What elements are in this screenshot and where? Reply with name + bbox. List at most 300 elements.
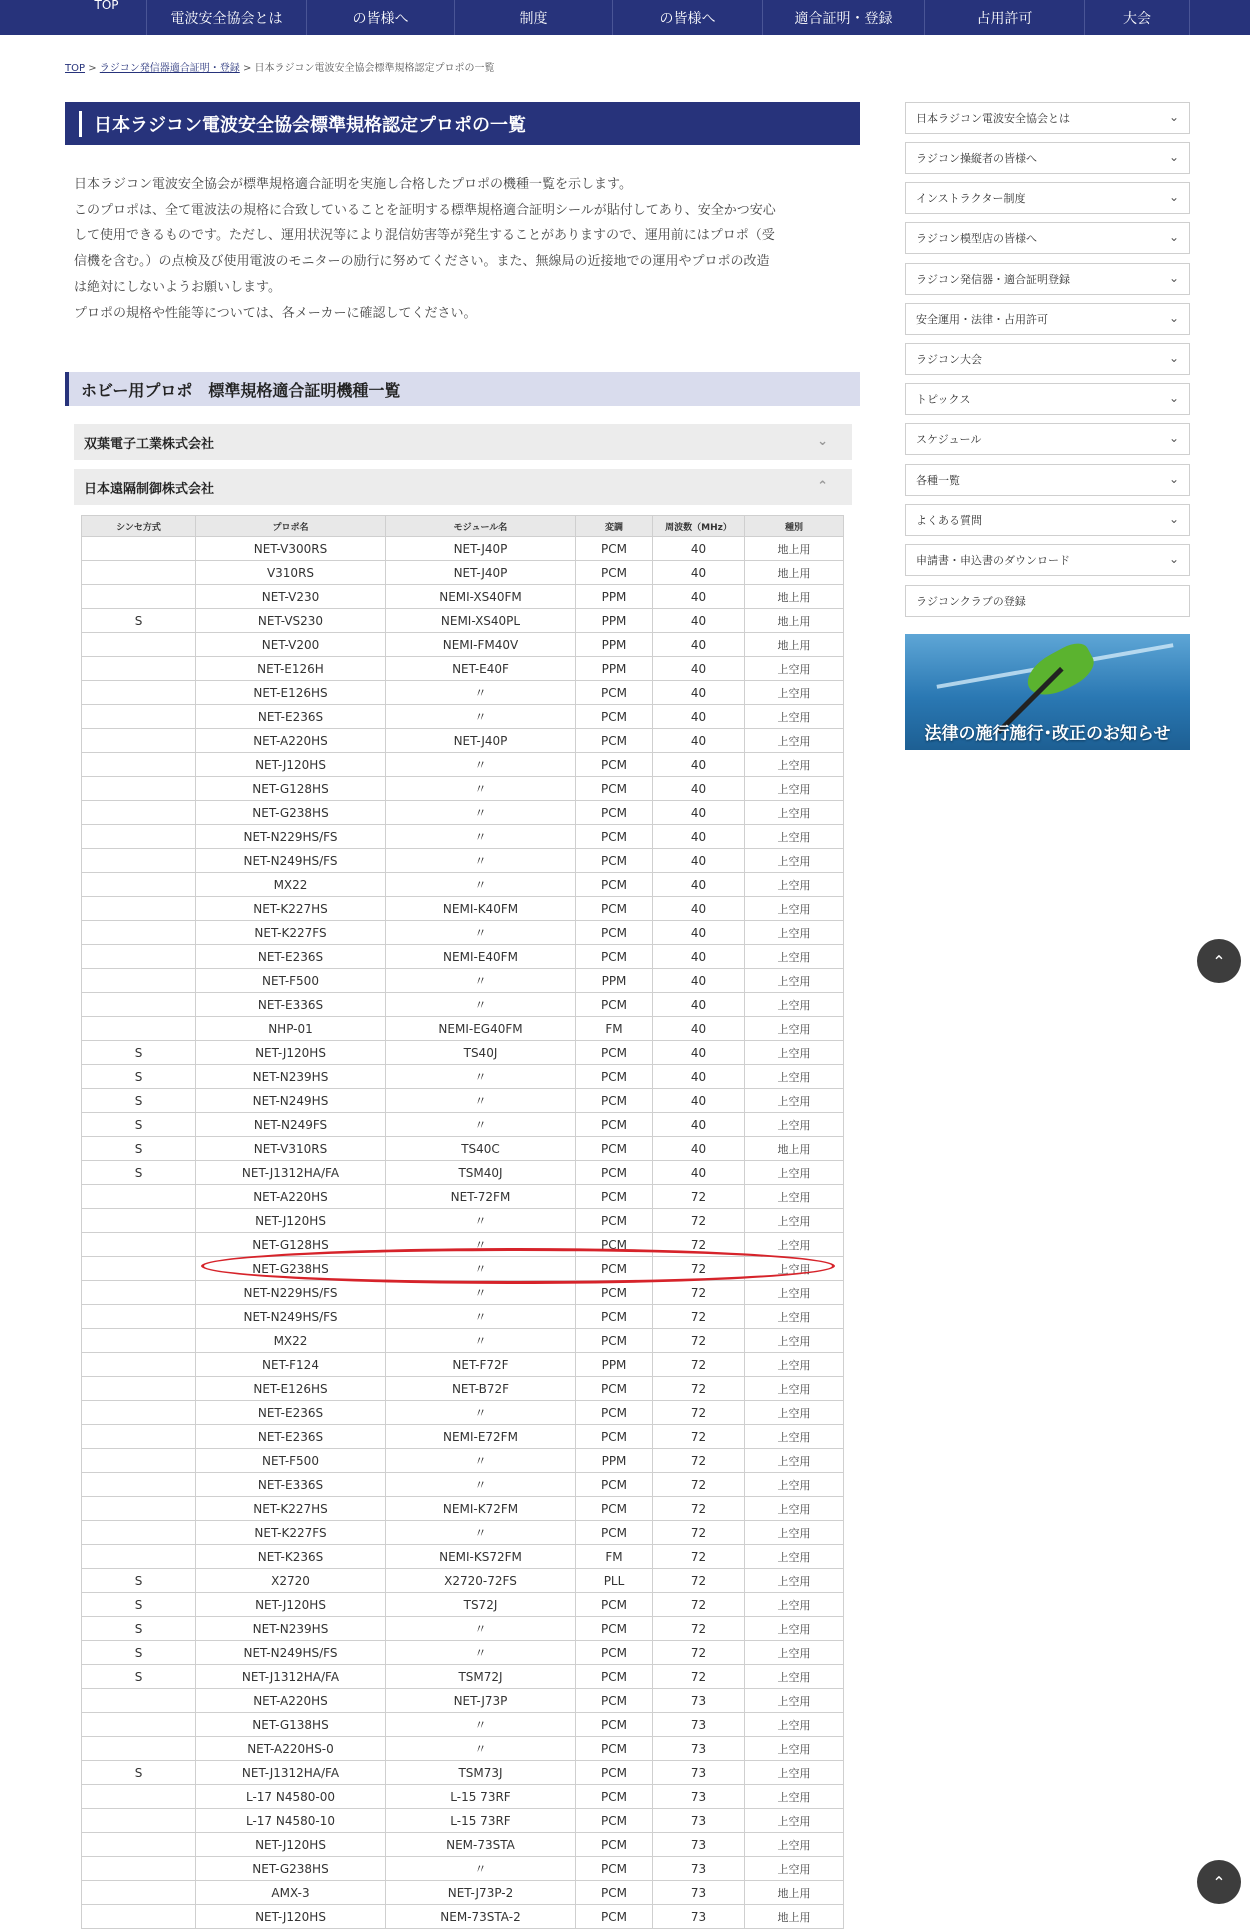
breadcrumb-parent-link[interactable]: ラジコン発信器適合証明・登録 <box>99 63 240 74</box>
modulation-cell: PCM <box>576 1521 653 1545</box>
module-name-cell: 〃 <box>386 1737 576 1761</box>
column-header-modulation: 変調 <box>576 516 653 537</box>
type-cell: 上空用 <box>745 969 844 993</box>
synth-cell: S <box>82 1065 196 1089</box>
synth-cell <box>82 1857 196 1881</box>
type-cell: 地上用 <box>745 1881 844 1905</box>
modulation-cell: PCM <box>576 1881 653 1905</box>
module-name-cell: NET-B72F <box>386 1377 576 1401</box>
table-row <box>82 1881 844 1905</box>
chevron-down-icon: ⌄ <box>1168 271 1179 285</box>
chevron-down-icon: ⌄ <box>1168 351 1179 365</box>
breadcrumb-current: 日本ラジコン電波安全協会標準規格認定プロポの一覧 <box>254 63 495 74</box>
sidebar-item[interactable] <box>905 464 1190 496</box>
module-name-cell: 〃 <box>386 1281 576 1305</box>
synth-cell: S <box>82 1041 196 1065</box>
type-cell: 上空用 <box>745 1305 844 1329</box>
type-cell: 上空用 <box>745 993 844 1017</box>
propo-name-cell: NET-N229HS/FS <box>196 825 386 849</box>
table-row <box>82 1425 844 1449</box>
modulation-cell: PPM <box>576 657 653 681</box>
intro-line: このプロポは、全て電波法の規格に合致していることを証明する標準規格適合証明シールが貼付してあり、安全かつ安心 <box>74 202 776 218</box>
propo-name-cell: NET-K227FS <box>196 921 386 945</box>
type-cell: 上空用 <box>745 1689 844 1713</box>
module-name-cell: 〃 <box>386 1329 576 1353</box>
synth-cell <box>82 633 196 657</box>
frequency-cell: 40 <box>653 561 745 585</box>
sidebar-item-label: スケジュール <box>916 433 982 446</box>
synth-cell: S <box>82 1569 196 1593</box>
module-name-cell: 〃 <box>386 1641 576 1665</box>
modulation-cell: PCM <box>576 921 653 945</box>
modulation-cell: FM <box>576 1017 653 1041</box>
synth-cell <box>82 825 196 849</box>
table-row <box>82 1401 844 1425</box>
frequency-cell: 72 <box>653 1233 745 1257</box>
propo-name-cell: NET-G238HS <box>196 801 386 825</box>
module-name-cell: 〃 <box>386 1857 576 1881</box>
propo-name-cell: AMX-3 <box>196 1881 386 1905</box>
frequency-cell: 72 <box>653 1449 745 1473</box>
propo-name-cell: NET-N249HS <box>196 1089 386 1113</box>
type-cell: 上空用 <box>745 657 844 681</box>
sidebar-item-label: ラジコン操縦者の皆様へ <box>916 152 1037 165</box>
modulation-cell: PCM <box>576 1233 653 1257</box>
frequency-cell: 40 <box>653 705 745 729</box>
module-name-cell: 〃 <box>386 993 576 1017</box>
module-name-cell: 〃 <box>386 921 576 945</box>
module-name-cell: NEMI-E72FM <box>386 1425 576 1449</box>
frequency-cell: 72 <box>653 1569 745 1593</box>
nav-item-about[interactable]: 電波安全協会とは <box>147 0 307 35</box>
module-name-cell: TS40C <box>386 1137 576 1161</box>
type-cell: 上空用 <box>745 1809 844 1833</box>
propo-name-cell: NET-K227FS <box>196 1521 386 1545</box>
modulation-cell: PCM <box>576 681 653 705</box>
table-row <box>82 633 844 657</box>
propo-name-cell: NET-J1312HA/FA <box>196 1761 386 1785</box>
frequency-cell: 73 <box>653 1857 745 1881</box>
type-cell: 上空用 <box>745 1857 844 1881</box>
chevron-down-icon: ⌄ <box>1168 391 1179 405</box>
modulation-cell: PPM <box>576 969 653 993</box>
frequency-cell: 72 <box>653 1377 745 1401</box>
propo-name-cell: NET-J120HS <box>196 1833 386 1857</box>
type-cell: 地上用 <box>745 537 844 561</box>
chevron-down-icon: ⌄ <box>1168 472 1179 486</box>
type-cell: 上空用 <box>745 1185 844 1209</box>
title-accent-bar <box>79 111 82 137</box>
modulation-cell: PCM <box>576 537 653 561</box>
intro-line: して使用できるものです。ただし、運用状況等により混信妨害等が発生することがありますので、運用前にはプロポ（受 <box>74 228 775 244</box>
table-row <box>82 1305 844 1329</box>
synth-cell <box>82 657 196 681</box>
sidebar-item[interactable] <box>905 423 1190 455</box>
frequency-cell: 40 <box>653 1161 745 1185</box>
table-row <box>82 777 844 801</box>
module-name-cell: 〃 <box>386 1209 576 1233</box>
frequency-cell: 40 <box>653 1137 745 1161</box>
propo-name-cell: NET-E126HS <box>196 1377 386 1401</box>
frequency-cell: 72 <box>653 1329 745 1353</box>
modulation-cell: PCM <box>576 1641 653 1665</box>
modulation-cell: PCM <box>576 1617 653 1641</box>
sidebar-item-label: 申請書・申込書のダウンロード <box>916 554 1070 567</box>
propo-name-cell: NET-J120HS <box>196 1905 386 1929</box>
synth-cell <box>82 1521 196 1545</box>
frequency-cell: 40 <box>653 657 745 681</box>
table-row <box>82 1785 844 1809</box>
module-name-cell: 〃 <box>386 801 576 825</box>
modulation-cell: PCM <box>576 1041 653 1065</box>
sidebar-item-label: インストラクター制度 <box>916 192 1026 205</box>
type-cell: 上空用 <box>745 945 844 969</box>
frequency-cell: 72 <box>653 1593 745 1617</box>
table-row <box>82 897 844 921</box>
module-name-cell: NEMI-E40FM <box>386 945 576 969</box>
frequency-cell: 40 <box>653 753 745 777</box>
modulation-cell: PCM <box>576 1425 653 1449</box>
synth-cell <box>82 681 196 705</box>
modulation-cell: PCM <box>576 1137 653 1161</box>
modulation-cell: PCM <box>576 1665 653 1689</box>
module-name-cell: 〃 <box>386 1617 576 1641</box>
frequency-cell: 40 <box>653 897 745 921</box>
synth-cell <box>82 1449 196 1473</box>
chevron-up-icon: ⌃ <box>1212 1872 1226 1892</box>
propo-name-cell: NET-K236S <box>196 1545 386 1569</box>
propo-name-cell: NET-G128HS <box>196 777 386 801</box>
modulation-cell: PCM <box>576 1305 653 1329</box>
propo-name-cell: NET-N249HS/FS <box>196 1641 386 1665</box>
propo-name-cell: NET-J1312HA/FA <box>196 1665 386 1689</box>
table-row <box>82 1065 844 1089</box>
module-name-cell: 〃 <box>386 1449 576 1473</box>
table-row <box>82 1185 844 1209</box>
column-header-frequency: 周波数（MHz） <box>653 516 745 537</box>
chevron-down-icon: ⌄ <box>1168 552 1179 566</box>
nav-item-top[interactable]: TOP <box>67 0 147 35</box>
modulation-cell: PCM <box>576 993 653 1017</box>
table-row <box>82 969 844 993</box>
sidebar-item[interactable] <box>905 263 1190 295</box>
propo-name-cell: NET-N239HS <box>196 1617 386 1641</box>
module-name-cell: NET-J40P <box>386 729 576 753</box>
modulation-cell: PCM <box>576 1833 653 1857</box>
synth-cell <box>82 1281 196 1305</box>
type-cell: 上空用 <box>745 1569 844 1593</box>
modulation-cell: PCM <box>576 1737 653 1761</box>
nav-item-shops[interactable]: の皆様へ <box>613 0 763 35</box>
module-name-cell: 〃 <box>386 849 576 873</box>
synth-cell <box>82 1233 196 1257</box>
scroll-to-top-button[interactable] <box>1197 1860 1241 1904</box>
accordion-futaba[interactable] <box>74 424 852 460</box>
table-row <box>82 849 844 873</box>
column-header-synth: シンセ方式 <box>82 516 196 537</box>
nav-item-occupancy[interactable]: 占用許可 <box>925 0 1085 35</box>
sidebar-item-label: 日本ラジコン電波安全協会とは <box>916 112 1070 125</box>
type-cell: 上空用 <box>745 1257 844 1281</box>
propo-name-cell: NET-E126HS <box>196 681 386 705</box>
frequency-cell: 40 <box>653 993 745 1017</box>
synth-cell <box>82 1017 196 1041</box>
frequency-cell: 40 <box>653 729 745 753</box>
propo-name-cell: NET-J120HS <box>196 1041 386 1065</box>
table-row <box>82 1521 844 1545</box>
table-row <box>82 1665 844 1689</box>
chevron-down-icon: ⌄ <box>817 434 828 449</box>
frequency-cell: 73 <box>653 1905 745 1929</box>
frequency-cell: 40 <box>653 777 745 801</box>
modulation-cell: PCM <box>576 1857 653 1881</box>
synth-cell: S <box>82 1113 196 1137</box>
sidebar-item[interactable] <box>905 504 1190 536</box>
synth-cell <box>82 1257 196 1281</box>
scroll-to-top-button[interactable] <box>1197 939 1241 983</box>
type-cell: 地上用 <box>745 633 844 657</box>
propo-table <box>81 515 844 1929</box>
type-cell: 上空用 <box>745 1281 844 1305</box>
module-name-cell: NET-J73P-2 <box>386 1881 576 1905</box>
sidebar-item[interactable] <box>905 544 1190 576</box>
chevron-down-icon: ⌄ <box>1168 110 1179 124</box>
synth-cell: S <box>82 1665 196 1689</box>
frequency-cell: 73 <box>653 1713 745 1737</box>
type-cell: 上空用 <box>745 1521 844 1545</box>
module-name-cell: 〃 <box>386 705 576 729</box>
propo-name-cell: NET-VS230 <box>196 609 386 633</box>
type-cell: 上空用 <box>745 777 844 801</box>
propo-name-cell: NET-A220HS <box>196 1185 386 1209</box>
table-row <box>82 945 844 969</box>
table-row <box>82 1833 844 1857</box>
frequency-cell: 72 <box>653 1617 745 1641</box>
module-name-cell: 〃 <box>386 1305 576 1329</box>
module-name-cell: 〃 <box>386 825 576 849</box>
table-row <box>82 561 844 585</box>
propo-name-cell: NET-E336S <box>196 1473 386 1497</box>
sidebar-item[interactable] <box>905 102 1190 134</box>
synth-cell: S <box>82 1641 196 1665</box>
module-name-cell: X2720-72FS <box>386 1569 576 1593</box>
table-row <box>82 705 844 729</box>
modulation-cell: PCM <box>576 1065 653 1089</box>
frequency-cell: 73 <box>653 1833 745 1857</box>
sidebar-item-label: ラジコン大会 <box>916 353 982 366</box>
propo-name-cell: NET-N249HS/FS <box>196 1305 386 1329</box>
modulation-cell: PLL <box>576 1569 653 1593</box>
modulation-cell: PCM <box>576 1185 653 1209</box>
propo-name-cell: NET-G238HS <box>196 1857 386 1881</box>
type-cell: 上空用 <box>745 873 844 897</box>
sidebar-item[interactable] <box>905 222 1190 254</box>
modulation-cell: PCM <box>576 849 653 873</box>
table-row <box>82 1497 844 1521</box>
module-name-cell: 〃 <box>386 1113 576 1137</box>
table-row <box>82 1353 844 1377</box>
propo-name-cell: NET-K227HS <box>196 897 386 921</box>
type-cell: 上空用 <box>745 897 844 921</box>
module-name-cell: TSM72J <box>386 1665 576 1689</box>
frequency-cell: 73 <box>653 1809 745 1833</box>
propo-name-cell: NET-J120HS <box>196 1209 386 1233</box>
module-name-cell: 〃 <box>386 1089 576 1113</box>
table-row <box>82 1737 844 1761</box>
frequency-cell: 72 <box>653 1473 745 1497</box>
synth-cell <box>82 849 196 873</box>
table-row <box>82 1089 844 1113</box>
propo-name-cell: NET-V300RS <box>196 537 386 561</box>
frequency-cell: 40 <box>653 681 745 705</box>
nav-item-system[interactable]: 制度 <box>455 0 613 35</box>
sidebar-item[interactable] <box>905 182 1190 214</box>
type-cell: 上空用 <box>745 753 844 777</box>
modulation-cell: PCM <box>576 897 653 921</box>
module-name-cell: NEMI-XS40FM <box>386 585 576 609</box>
frequency-cell: 73 <box>653 1785 745 1809</box>
intro-line: 日本ラジコン電波安全協会が標準規格適合証明を実施し合格したプロポの機種一覧を示します。 <box>74 177 632 192</box>
type-cell: 上空用 <box>745 1497 844 1521</box>
page-title: 日本ラジコン電波安全協会標準規格認定プロポの一覧 <box>94 114 526 136</box>
propo-name-cell: L-17 N4580-10 <box>196 1809 386 1833</box>
type-cell: 上空用 <box>745 1785 844 1809</box>
module-name-cell: 〃 <box>386 1401 576 1425</box>
frequency-cell: 72 <box>653 1425 745 1449</box>
chevron-down-icon: ⌄ <box>1168 230 1179 244</box>
type-cell: 上空用 <box>745 849 844 873</box>
propo-name-cell: NET-F124 <box>196 1353 386 1377</box>
synth-cell <box>82 1809 196 1833</box>
frequency-cell: 40 <box>653 801 745 825</box>
type-cell: 上空用 <box>745 825 844 849</box>
modulation-cell: PCM <box>576 1905 653 1929</box>
frequency-cell: 40 <box>653 1089 745 1113</box>
frequency-cell: 72 <box>653 1281 745 1305</box>
nav-item-competition[interactable]: 大会 <box>1085 0 1190 35</box>
law-notice-banner[interactable] <box>905 634 1190 750</box>
frequency-cell: 40 <box>653 1113 745 1137</box>
module-name-cell: NEMI-KS72FM <box>386 1545 576 1569</box>
frequency-cell: 40 <box>653 1065 745 1089</box>
sidebar-item[interactable] <box>905 142 1190 174</box>
module-name-cell: TSM73J <box>386 1761 576 1785</box>
type-cell: 上空用 <box>745 729 844 753</box>
synth-cell <box>82 585 196 609</box>
chevron-down-icon: ⌄ <box>1168 431 1179 445</box>
synth-cell <box>82 969 196 993</box>
type-cell: 上空用 <box>745 1833 844 1857</box>
modulation-cell: PCM <box>576 1377 653 1401</box>
module-name-cell: 〃 <box>386 1257 576 1281</box>
section-heading: ホビー用プロポ 標準規格適合証明機種一覧 <box>65 372 860 406</box>
table-row <box>82 585 844 609</box>
table-row <box>82 1329 844 1353</box>
modulation-cell: PCM <box>576 873 653 897</box>
module-name-cell: NET-J73P <box>386 1689 576 1713</box>
module-name-cell: NEM-73STA-2 <box>386 1905 576 1929</box>
modulation-cell: PCM <box>576 1761 653 1785</box>
propo-name-cell: NET-E236S <box>196 945 386 969</box>
modulation-cell: FM <box>576 1545 653 1569</box>
sidebar-item[interactable] <box>905 303 1190 335</box>
propo-name-cell: NET-A220HS <box>196 729 386 753</box>
table-row <box>82 1041 844 1065</box>
table-row <box>82 1689 844 1713</box>
synth-cell <box>82 1545 196 1569</box>
sidebar-item[interactable] <box>905 585 1190 617</box>
breadcrumb-top-link[interactable]: TOP <box>65 63 86 74</box>
frequency-cell: 40 <box>653 921 745 945</box>
table-row <box>82 1617 844 1641</box>
frequency-cell: 72 <box>653 1353 745 1377</box>
propo-name-cell: NET-E236S <box>196 1401 386 1425</box>
intro-line: 信機を含む。）の点検及び使用電波のモニターの励行に努めてください。また、無線局の近接地での運用やプロポの改造 <box>74 254 770 270</box>
modulation-cell: PPM <box>576 609 653 633</box>
nav-item-certification[interactable]: 適合証明・登録 <box>763 0 925 35</box>
table-row <box>82 657 844 681</box>
synth-cell <box>82 1377 196 1401</box>
modulation-cell: PCM <box>576 1257 653 1281</box>
modulation-cell: PCM <box>576 1809 653 1833</box>
frequency-cell: 72 <box>653 1401 745 1425</box>
table-row <box>82 801 844 825</box>
propo-name-cell: NET-A220HS <box>196 1689 386 1713</box>
type-cell: 上空用 <box>745 1209 844 1233</box>
column-header-type: 種別 <box>745 516 844 537</box>
frequency-cell: 72 <box>653 1545 745 1569</box>
type-cell: 上空用 <box>745 1425 844 1449</box>
top-navigation <box>0 0 1250 35</box>
synth-cell: S <box>82 609 196 633</box>
type-cell: 上空用 <box>745 1017 844 1041</box>
modulation-cell: PCM <box>576 1473 653 1497</box>
frequency-cell: 40 <box>653 585 745 609</box>
synth-cell <box>82 1497 196 1521</box>
table-row <box>82 1473 844 1497</box>
type-cell: 上空用 <box>745 1713 844 1737</box>
chevron-up-icon: ⌃ <box>1212 951 1226 971</box>
propo-name-cell: NET-V310RS <box>196 1137 386 1161</box>
propo-name-cell: MX22 <box>196 873 386 897</box>
type-cell: 上空用 <box>745 1449 844 1473</box>
module-name-cell: 〃 <box>386 873 576 897</box>
sidebar-item[interactable] <box>905 343 1190 375</box>
module-name-cell: L-15 73RF <box>386 1785 576 1809</box>
table-row <box>82 1761 844 1785</box>
module-name-cell: NET-F72F <box>386 1353 576 1377</box>
frequency-cell: 40 <box>653 1041 745 1065</box>
frequency-cell: 72 <box>653 1305 745 1329</box>
accordion-jr-propo[interactable] <box>74 469 852 505</box>
synth-cell <box>82 1833 196 1857</box>
module-name-cell: TS40J <box>386 1041 576 1065</box>
module-name-cell: 〃 <box>386 1521 576 1545</box>
modulation-cell: PCM <box>576 1209 653 1233</box>
table-row <box>82 681 844 705</box>
type-cell: 上空用 <box>745 1353 844 1377</box>
table-row <box>82 1809 844 1833</box>
breadcrumb-separator: > <box>88 63 97 74</box>
table-row <box>82 1857 844 1881</box>
sidebar-item[interactable] <box>905 383 1190 415</box>
table-row <box>82 1209 844 1233</box>
propo-name-cell: NET-N229HS/FS <box>196 1281 386 1305</box>
nav-item-operators[interactable]: の皆様へ <box>307 0 455 35</box>
synth-cell: S <box>82 1089 196 1113</box>
modulation-cell: PCM <box>576 1113 653 1137</box>
banner-text: 法律の施行施行･改正のお知らせ <box>924 724 1171 744</box>
